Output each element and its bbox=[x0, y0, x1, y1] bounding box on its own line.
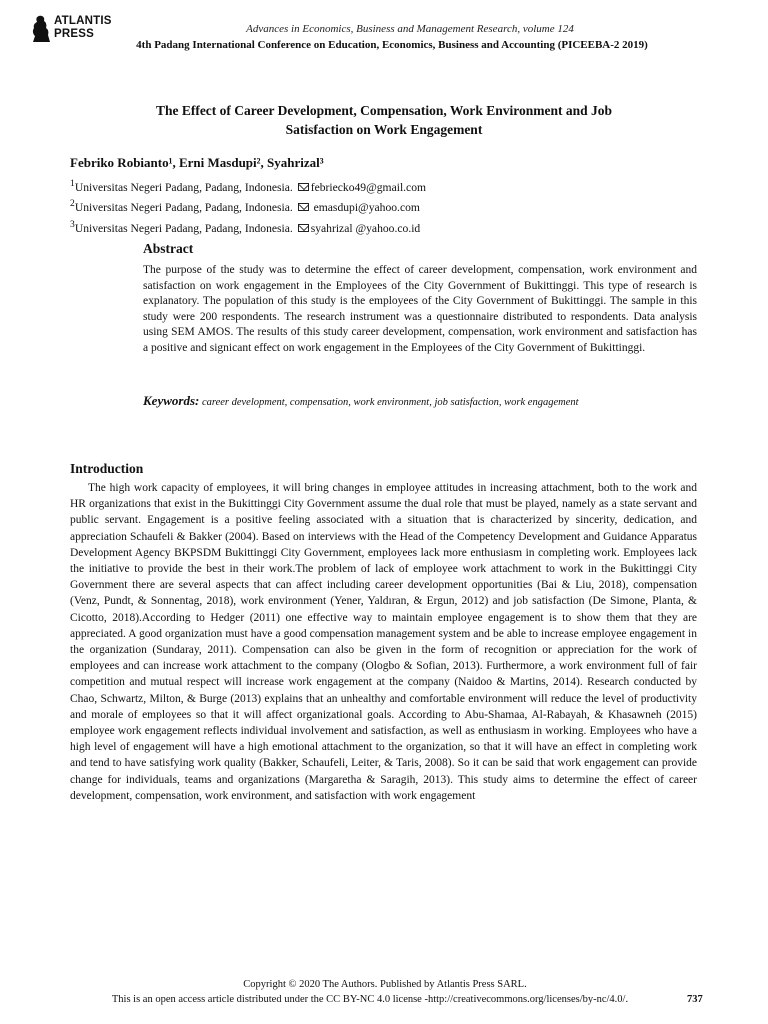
affiliation-marker: 2 bbox=[70, 198, 75, 210]
affiliation-email[interactable]: syahrizal @yahoo.co.id bbox=[310, 221, 421, 235]
copyright-notice: Copyright © 2020 The Authors. Published by Atlantis Press SARL. bbox=[243, 979, 527, 990]
author-list: Febriko Robianto¹, Erni Masdupi², Syahrizal³ bbox=[70, 155, 324, 170]
affiliation-text: Universitas Negeri Padang, Padang, Indonesia. bbox=[74, 201, 293, 215]
mail-icon bbox=[298, 203, 309, 211]
affiliation-email[interactable]: emasdupi@yahoo.com bbox=[310, 201, 420, 215]
affiliations bbox=[70, 176, 426, 237]
keywords-text: career development, compensation, work environment, job satisfaction, work engagement bbox=[201, 397, 579, 408]
page-number: 737 bbox=[687, 994, 703, 1005]
affiliation-text: Universitas Negeri Padang, Padang, Indonesia. bbox=[74, 221, 293, 235]
affiliation-text: Universitas Negeri Padang, Padang, Indonesia. bbox=[74, 180, 293, 194]
affiliation-3 bbox=[70, 217, 426, 237]
license-notice: This is an open access article distributed under the CC BY-NC 4.0 license -http://creativecommons.org/licenses/by-nc/4.0/. bbox=[111, 994, 629, 1005]
running-head: Advances in Economics, Business and Management Research, volume 124 bbox=[246, 23, 574, 35]
paper-title bbox=[80, 101, 688, 139]
logo-text-line2: PRESS bbox=[54, 28, 94, 40]
affiliation-marker: 3 bbox=[70, 218, 75, 230]
affiliation-email[interactable]: febriecko49@gmail.com bbox=[310, 180, 427, 194]
affiliation-2 bbox=[70, 196, 426, 216]
introduction-heading: Introduction bbox=[70, 461, 144, 476]
affiliation-1 bbox=[70, 176, 426, 196]
abstract-heading: Abstract bbox=[143, 241, 194, 256]
affiliation-marker: 1 bbox=[70, 178, 75, 189]
logo-text-line1: ATLANTIS bbox=[54, 15, 112, 27]
keywords-label: Keywords: bbox=[143, 393, 200, 408]
introduction-body: The high work capacity of employees, it will bring changes in employee attitudes in increasing attachment, both to the work and HR organizations that exist in the Bukittinggi City Government assume the dual role that must be played, namely as a state servant and public servant. Engagement is a positive feeling associated with a situation that is characterized by sincerity, dedication, and appreciation Schaufeli & Bakker (2004). Based on interviews with the Head of the Competency Development and Guidance Apparatus Development Agency BKPSDM Bukittinggi City Government, employees lack more enthusiasm in completing work. Employees lack the initiative to provide the best in their work.The problem of lack of employee work attachment to work in the Bukittinggi City Government there are several aspects that can affect including career development opportunities (Bai & Liu, 2018), compensation (Venz, Pundt, & Sonnentag, 2018), work environment (Yener, Yaldıran, & Ergun, 2012) and job satisfaction (De Simone, Planta, & Cicotto, 2018).According to Hedger (2011) one effective way to maintain employee engagement is to show them that they are appreciated. A good organization must have a good compensation management system and be able to increase employee engagement in the organization (Sundaray, 2011). Compensation can also be given in the form of recognition or appreciation for the work of employees and can increase work attachment to the company (Ologbo & Sofian, 2013). Furthermore, a work environment full of fair competition and mutual respect will increase work engagement at the company (Naidoo & Martins, 2014). Research conducted by Chao, Schwartz, Milton, & Burge (2013) explains that an unhealthy and comfortable environment will reduce the level of productivity and morale of employees so that it will affect organizational goals. According to Abu-Shamaa, Al-Rabayah, & Khasawneh (2015) employee work engagement reflects individual involvement and satisfaction, as well as enthusiasm in working. Employees who have a high level of engagement will have a high emotional attachment to the organization, so that it will have an effect in completing work and tend to have satisfying work quality (Bakker, Schaufeli, Leiter, & Taris, 2008). So it can be said that work engagement can provide change for individuals, teams and organizations (Margaretha & Saragih, 2013). This study aims to determine the effect of career development, compensation, work environment, and satisfaction with work engagement bbox=[70, 482, 697, 802]
abstract-body: The purpose of the study was to determine the effect of career development, compensation, work environment and satisfaction on work engagement in the Employees of the City Government of Bukittinggi. This type of research is explanatory. The population of this study is the employees of the City Government of Bukittinggi. The sample in this study were 200 respondents. The research instrument was a questionnaire distributed to respondents. Data analysis using SEM AMOS. The results of this study career development, compensation, work environment and satisfaction has a positive and signicant effect on work engagement in the Employees of the City Government of Bukittinggi. bbox=[143, 264, 697, 354]
title-line-1: The Effect of Career Development, Compensation, Work Environment and Job bbox=[155, 103, 613, 118]
title-line-2: Satisfaction on Work Engagement bbox=[285, 122, 483, 137]
keywords bbox=[143, 392, 633, 411]
conference-name: 4th Padang International Conference on Education, Economics, Business and Accounting (PICEEBA-2 2019) bbox=[136, 39, 648, 51]
mail-icon bbox=[298, 224, 309, 232]
atlantis-press-logo bbox=[30, 14, 120, 46]
thinker-logo-icon bbox=[30, 14, 52, 44]
mail-icon bbox=[298, 183, 309, 191]
